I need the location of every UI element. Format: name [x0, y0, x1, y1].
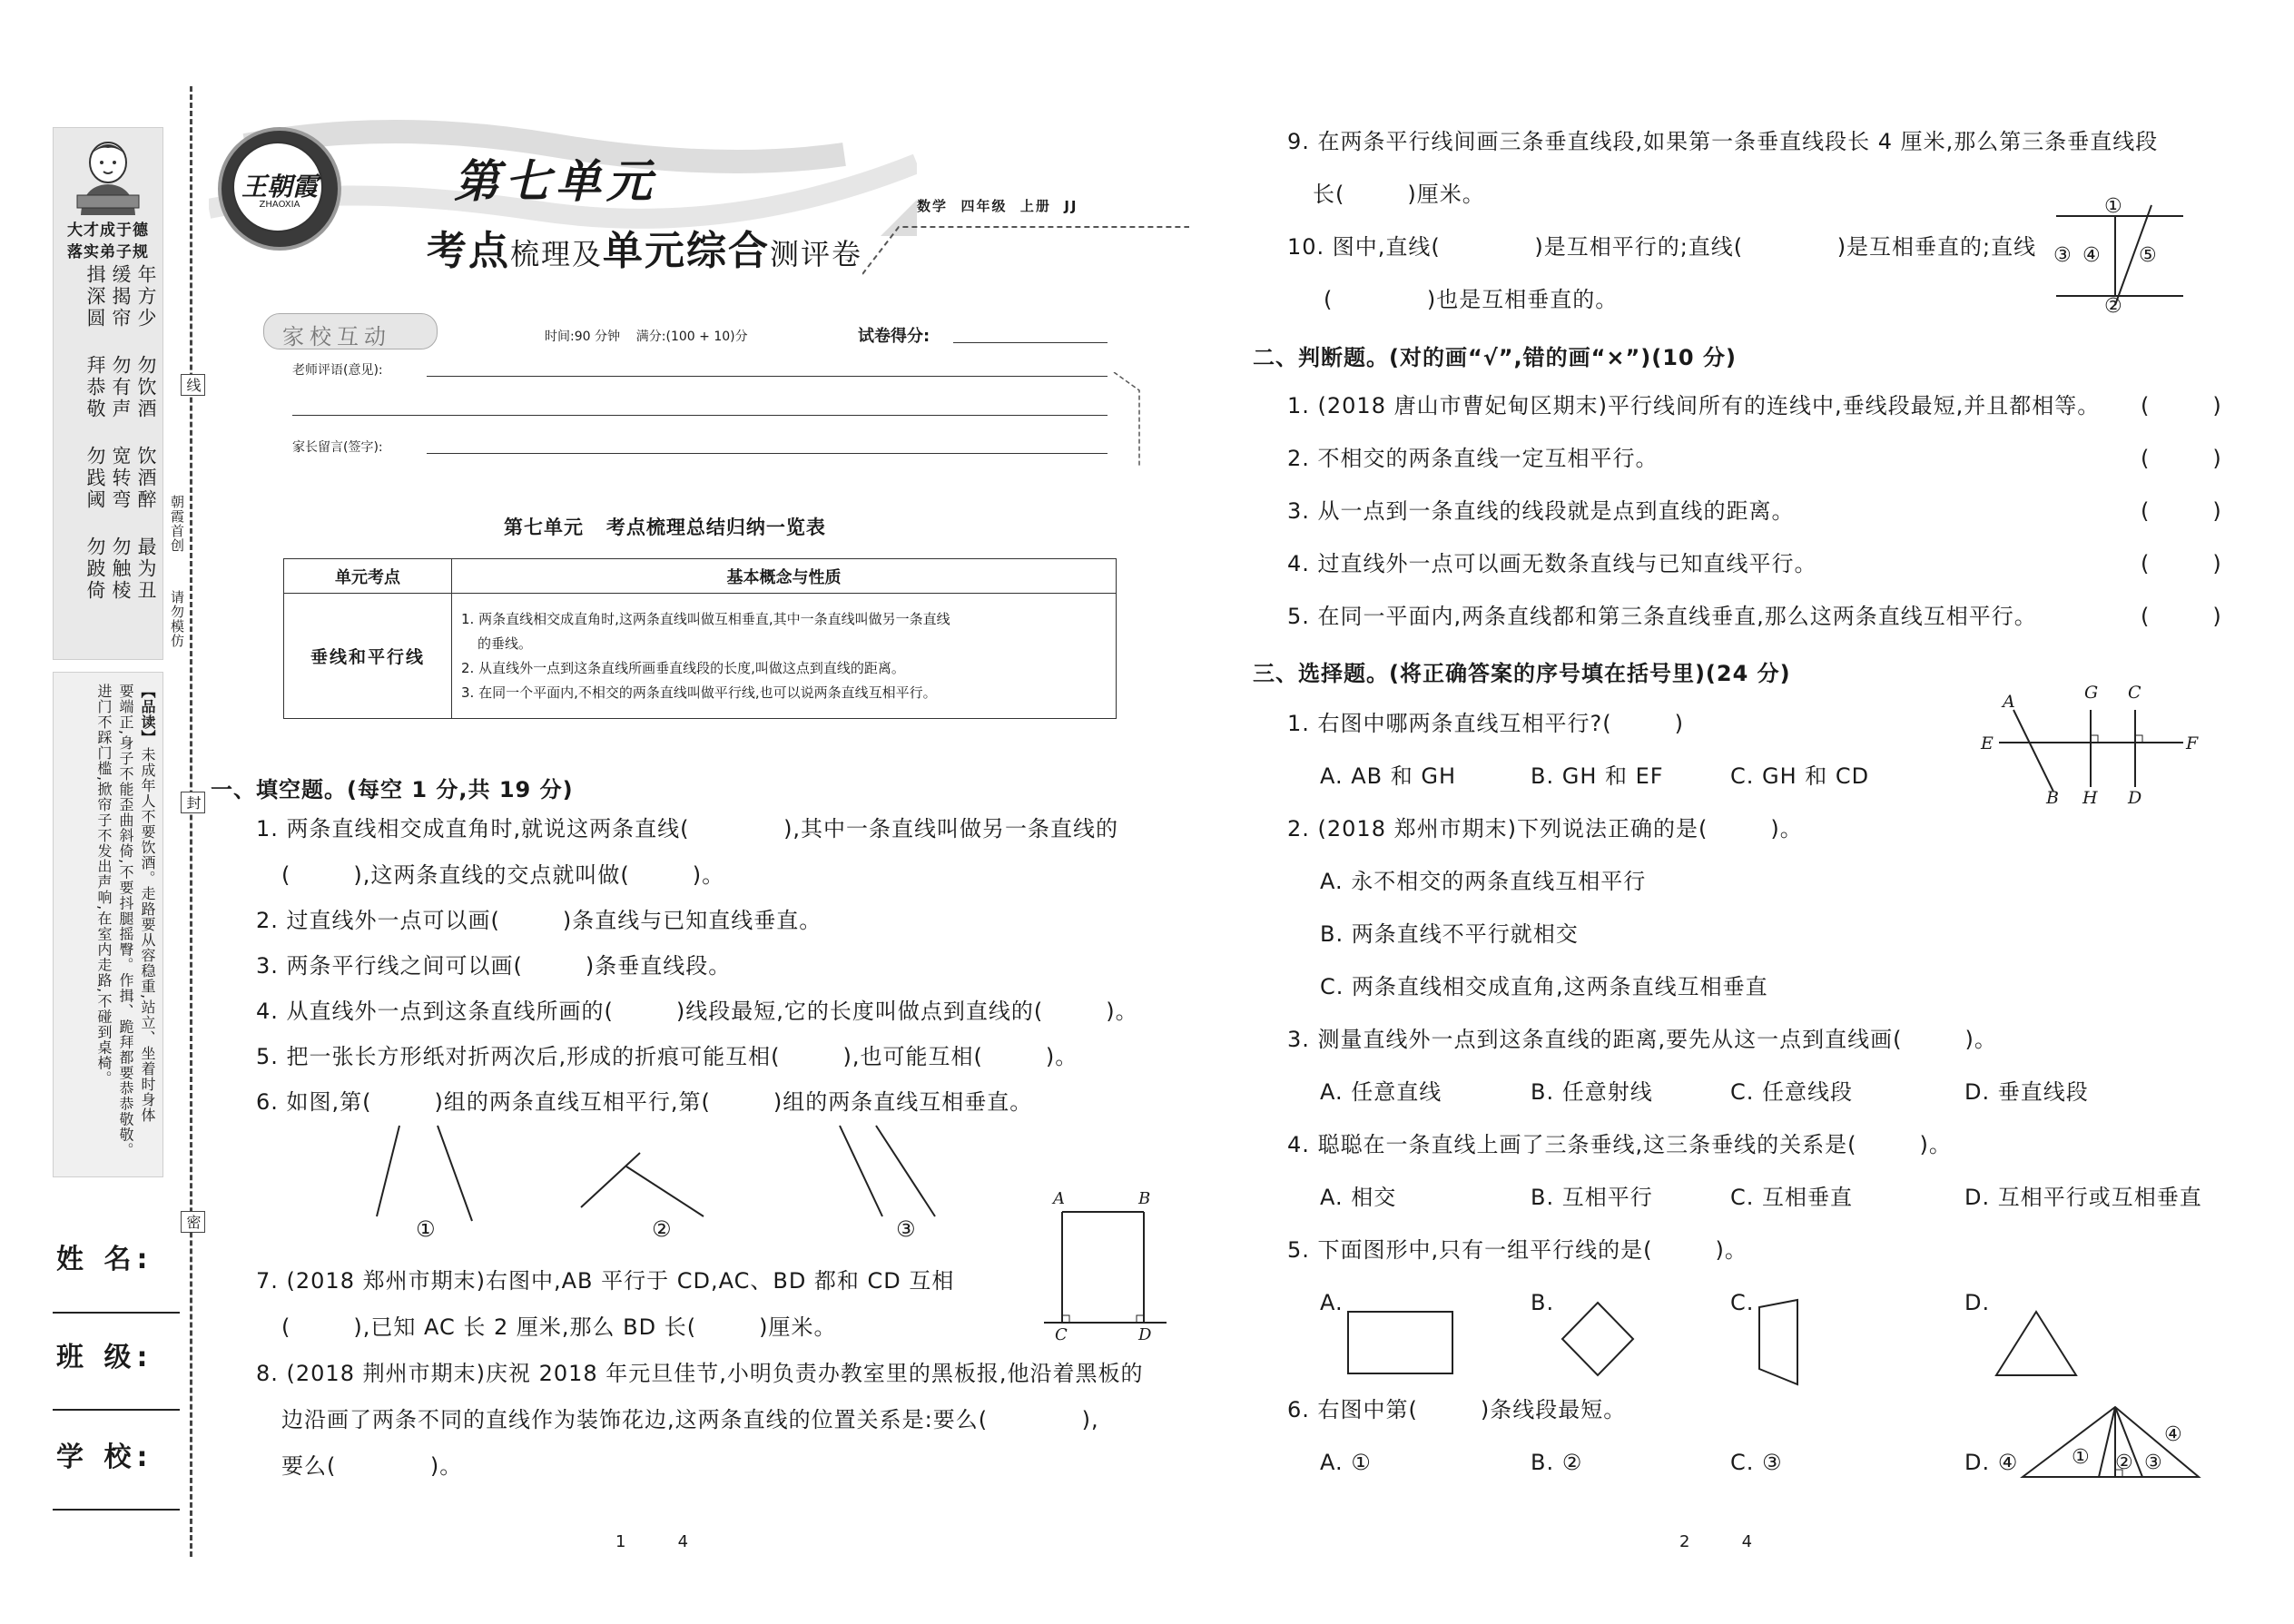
- choice-option[interactable]: A. ①: [1320, 1450, 1372, 1475]
- judgement-question: 1. (2018 唐山市曹妃甸区期末)平行线间所有的连线中,垂线段最短,并且都相等。: [1287, 393, 2101, 418]
- left-strip: [53, 127, 163, 1221]
- choice-question: 1. 右图中哪两条直线互相平行?( ): [1287, 711, 1685, 736]
- reading-text: 未成年人不要饮酒。走路要从容稳重,站立、坐着时身体: [139, 747, 156, 1124]
- choice-option[interactable]: D. 垂直线段: [1964, 1079, 2089, 1105]
- exam-title-part: 梳理及: [510, 237, 604, 271]
- point-label: H: [2082, 788, 2098, 808]
- point-label: E: [1981, 733, 1994, 753]
- table-header: 单元考点: [284, 559, 452, 594]
- side-note: 朝霞首创: [169, 495, 185, 553]
- page-number: 2 4: [1679, 1532, 1753, 1551]
- segment-label: ③: [2144, 1452, 2163, 1474]
- figure-label: ③: [896, 1216, 917, 1242]
- page-number: 1 4: [615, 1532, 689, 1551]
- judgement-question: 2. 不相交的两条直线一定互相平行。: [1287, 446, 1659, 471]
- home-school-label: 家校互动: [282, 324, 391, 349]
- exam-title-part: 单元综合: [603, 228, 771, 274]
- point-label: C: [2128, 683, 2141, 703]
- unit-title: 第七单元: [454, 154, 657, 208]
- segment-label: ①: [2072, 1446, 2091, 1469]
- summary-caption: 第七单元 考点梳理总结归纳一览表: [504, 517, 826, 538]
- table-topic: 垂线和平行线: [284, 594, 452, 719]
- question: 1. 两条直线相交成直角时,就说这两条直线( ),其中一条直线叫做另一条直线的: [256, 816, 1119, 842]
- brand-logo: [218, 127, 341, 251]
- teacher-comment-field[interactable]: [292, 415, 1108, 416]
- choice-option[interactable]: B. ②: [1531, 1450, 1583, 1475]
- header-corner-frame: [1112, 372, 1148, 472]
- point-label: F: [2186, 733, 2199, 753]
- choice-option[interactable]: B. 互相平行: [1531, 1185, 1653, 1210]
- choice-option[interactable]: B. 两条直线不平行就相交: [1320, 921, 1579, 947]
- question: 9. 在两条平行线间画三条垂直线段,如果第一条垂直线段长 4 厘米,那么第三条垂直线段: [1287, 129, 2159, 154]
- question: 10. 图中,直线( )是互相平行的;直线( )是互相垂直的;直线: [1287, 234, 2037, 260]
- point-label: B: [2046, 788, 2059, 808]
- question: ( ),已知 AC 长 2 厘米,那么 BD 长( )厘米。: [281, 1314, 837, 1340]
- point-label: A: [2003, 692, 2015, 712]
- shape-triangle: [1993, 1307, 2083, 1384]
- reading-text: 进门不踩门槛,掀帘子不发出声响,在室内走路,不碰到桌椅。: [95, 684, 113, 1087]
- choice-option[interactable]: C. ③: [1730, 1450, 1783, 1475]
- figure-label: ①: [416, 1216, 437, 1242]
- teacher-comment-label: 老师评语(意见):: [292, 363, 383, 378]
- cut-mark: 封: [181, 792, 205, 813]
- reading-label: 【品读】: [139, 684, 156, 745]
- exam-title-part: 测评卷: [770, 237, 863, 271]
- point-label: C: [1055, 1325, 1068, 1344]
- poem-col: 勿触棱: [110, 536, 132, 602]
- choice-option[interactable]: A. AB 和 GH: [1320, 763, 1457, 789]
- slogan-2: 落实弟子规: [67, 243, 149, 261]
- question: 2. 过直线外一点可以画( )条直线与已知直线垂直。: [256, 908, 822, 933]
- exam-title-part: 考点: [427, 228, 510, 274]
- class-field[interactable]: [53, 1409, 180, 1411]
- question: 长( )厘米。: [1313, 182, 1485, 207]
- table-line: 1. 两条直线相交成直角时,这两条直线叫做互相垂直,其中一条直线叫做另一条直线: [461, 610, 950, 627]
- line-label: ①: [2104, 195, 2123, 218]
- choice-question: 3. 测量直线外一点到这条直线的距离,要先从这一点到直线画( )。: [1287, 1027, 1997, 1052]
- choice-option[interactable]: C. 互相垂直: [1730, 1185, 1854, 1210]
- choice-question: 5. 下面图形中,只有一组平行线的是( )。: [1287, 1237, 1748, 1263]
- line-label: ④: [2082, 244, 2102, 267]
- strip-reading-panel: [53, 672, 163, 1177]
- name-field[interactable]: [53, 1312, 180, 1314]
- table-line: 2. 从直线外一点到这条直线所画垂直线段的长度,叫做这点到直线的距离。: [461, 659, 905, 676]
- choice-option[interactable]: D. ④: [1964, 1450, 2019, 1475]
- question: 8. (2018 荆州市期末)庆祝 2018 年元旦佳节,小明负责办教室里的黑板报,他沿着黑板的: [256, 1361, 1144, 1386]
- child-figure-icon: [74, 135, 143, 217]
- table-line: 的垂线。: [478, 635, 533, 652]
- judgement-question: 3. 从一点到一条直线的线段就是点到直线的距离。: [1287, 498, 1795, 524]
- name-label: 姓 名:: [56, 1244, 153, 1275]
- brand-logo-text: 王朝霞: [241, 172, 318, 202]
- answer-paren[interactable]: ( ): [2141, 604, 2222, 629]
- strip-motto-panel: [53, 127, 163, 660]
- choice-option[interactable]: A.: [1320, 1290, 1344, 1315]
- shape-rhombus: [1557, 1298, 1639, 1384]
- question: 5. 把一张长方形纸对折两次后,形成的折痕可能互相( ),也可能互相( )。: [256, 1044, 1078, 1069]
- point-label: G: [2084, 683, 2099, 703]
- choice-question: 2. (2018 郑州市期末)下列说法正确的是( )。: [1287, 816, 1803, 842]
- table-header: 基本概念与性质: [452, 559, 1117, 594]
- poem-col: 拜恭敬: [84, 355, 106, 420]
- shape-trapezoid: [1752, 1298, 1816, 1389]
- choice-option[interactable]: A. 永不相交的两条直线互相平行: [1320, 869, 1647, 894]
- judgement-question: 4. 过直线外一点可以画无数条直线与已知直线平行。: [1287, 551, 1817, 576]
- section-fill-blank: 一、填空题。(每空 1 分,共 19 分): [211, 777, 574, 802]
- choice-question: 4. 聪聪在一条直线上画了三条垂线,这三条垂线的关系是( )。: [1287, 1132, 1952, 1157]
- shape-rectangle: [1344, 1307, 1462, 1380]
- choice-option[interactable]: C. GH 和 CD: [1730, 763, 1870, 789]
- question: 4. 从直线外一点到这条直线所画的( )线段最短,它的长度叫做点到直线的( )。: [256, 999, 1138, 1024]
- exam-title: [427, 218, 862, 276]
- choice-question: 6. 右图中第( )条线段最短。: [1287, 1397, 1627, 1422]
- choice-option[interactable]: C. 任意线段: [1730, 1079, 1854, 1105]
- time-info: 时间:90 分钟 满分:(100 + 10)分: [545, 330, 748, 344]
- choice-option[interactable]: D.: [1964, 1290, 1991, 1315]
- line-label: ③: [2053, 244, 2072, 267]
- poem-col: 饮酒醉: [135, 446, 157, 511]
- question: 3. 两条平行线之间可以画( )条垂直线段。: [256, 953, 732, 979]
- home-school-badge: [263, 313, 438, 349]
- question: 6. 如图,第( )组的两条直线互相平行,第( )组的两条直线互相垂直。: [256, 1089, 1033, 1115]
- poem-col: 勿饮酒: [135, 355, 157, 420]
- class-label: 班 级:: [56, 1342, 153, 1373]
- side-note: 请勿模仿: [169, 590, 185, 648]
- table-line: 3. 在同一个平面内,不相交的两条直线叫做平行线,也可以说两条直线互相平行。: [461, 684, 937, 701]
- choice-option[interactable]: C. 两条直线相交成直角,这两条直线互相垂直: [1320, 974, 1768, 999]
- judgement-question: 5. 在同一平面内,两条直线都和第三条直线垂直,那么这两条直线互相平行。: [1287, 604, 2037, 629]
- poem-col: 勿践阈: [84, 446, 106, 511]
- choice-option[interactable]: B. GH 和 EF: [1531, 763, 1664, 789]
- cut-mark: 线: [181, 374, 205, 396]
- figure-label: ②: [652, 1216, 673, 1242]
- section-multiple-choice: 三、选择题。(将正确答案的序号填在括号里)(24 分): [1253, 661, 1791, 686]
- choice-option[interactable]: B.: [1531, 1290, 1555, 1315]
- teacher-comment-field[interactable]: [427, 376, 1108, 377]
- question: 要么( )。: [281, 1453, 463, 1479]
- choice-option[interactable]: B. 任意射线: [1531, 1079, 1653, 1105]
- point-label: B: [1138, 1189, 1151, 1208]
- score-label: 试卷得分:: [858, 327, 930, 346]
- table-content: [452, 594, 1117, 719]
- segment-label: ④: [2164, 1423, 2183, 1446]
- score-field[interactable]: [953, 342, 1108, 343]
- answer-paren[interactable]: ( ): [2141, 551, 2222, 576]
- point-label: D: [1138, 1325, 1152, 1344]
- line-label: ⑤: [2139, 244, 2158, 267]
- choice-option[interactable]: A. 任意直线: [1320, 1079, 1442, 1105]
- school-label: 学 校:: [56, 1442, 153, 1473]
- poem-col: 揖深圆: [84, 264, 106, 330]
- school-field[interactable]: [53, 1509, 180, 1511]
- point-label: D: [2128, 788, 2142, 808]
- segment-label: ②: [2115, 1452, 2134, 1474]
- poem-col: 宽转弯: [110, 446, 132, 511]
- poem-col: 年方少: [135, 264, 157, 330]
- answer-paren[interactable]: ( ): [2141, 446, 2222, 471]
- summary-table: [283, 558, 1117, 719]
- header-stair-line: [862, 209, 1198, 277]
- poem-col: 勿有声: [110, 355, 132, 420]
- question: 7. (2018 郑州市期末)右图中,AB 平行于 CD,AC、BD 都和 CD 互相: [256, 1268, 955, 1294]
- section-true-false: 二、判断题。(对的画“√”,错的画“×”)(10 分): [1253, 345, 1737, 370]
- question: ( ),这两条直线的交点就叫做( )。: [281, 862, 725, 888]
- line-label: ②: [2104, 295, 2123, 318]
- poem-col: 最为丑: [135, 536, 157, 602]
- point-label: A: [1053, 1189, 1065, 1208]
- choice-option[interactable]: C.: [1730, 1290, 1755, 1315]
- question: ( )也是互相垂直的。: [1324, 287, 1619, 312]
- question: 边沿画了两条不同的直线作为装饰花边,这两条直线的位置关系是:要么( ),: [281, 1407, 1099, 1432]
- poem-col: 缓揭帘: [110, 264, 132, 330]
- reading-text: 要端正,身子不能歪曲斜倚,不要抖腿摇臀。作揖、跪拜都要恭恭敬敬。: [117, 684, 134, 1158]
- answer-paren[interactable]: ( ): [2141, 498, 2222, 524]
- parent-message-field[interactable]: [427, 453, 1108, 454]
- figure-q7: [1044, 1194, 1171, 1343]
- brand-logo-sub: ZHAOXIA: [259, 200, 300, 210]
- slogan-1: 大才成于德: [67, 221, 149, 240]
- cut-line: [190, 86, 192, 1557]
- answer-paren[interactable]: ( ): [2141, 393, 2222, 418]
- choice-option[interactable]: D. 互相平行或互相垂直: [1964, 1185, 2202, 1210]
- choice-option[interactable]: A. 相交: [1320, 1185, 1397, 1210]
- poem-col: 勿跛倚: [84, 536, 106, 602]
- cut-mark: 密: [181, 1211, 205, 1233]
- subject-grade: 数学 四年级 上册 JJ: [917, 198, 1078, 214]
- parent-message-label: 家长留言(签字):: [292, 440, 383, 455]
